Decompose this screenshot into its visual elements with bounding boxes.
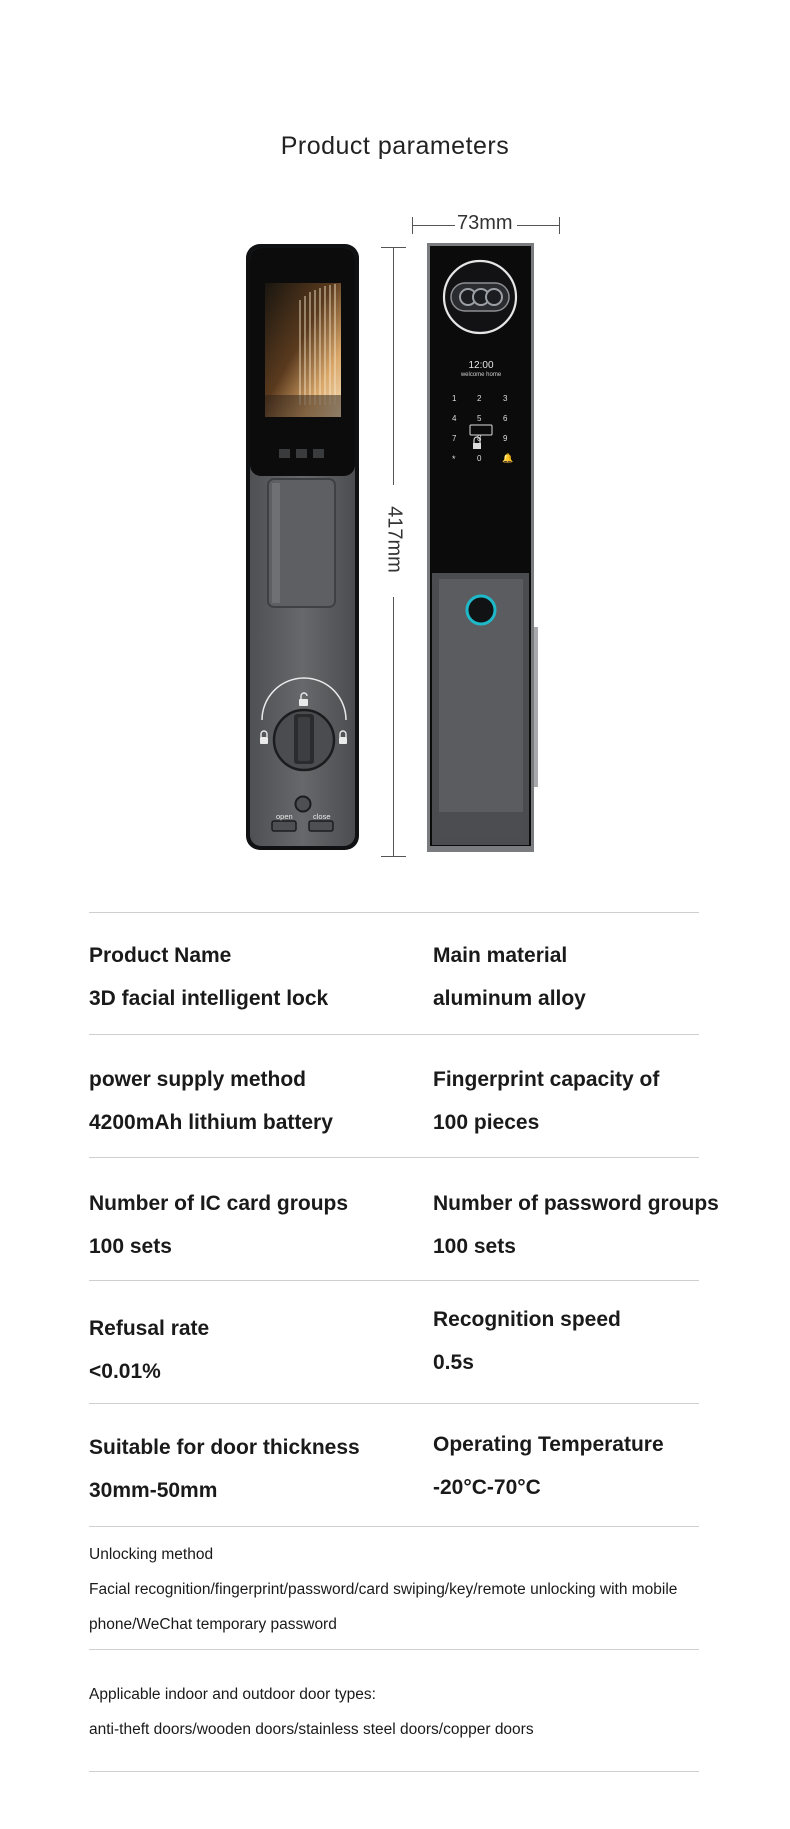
height-dimension-label: 417mm [383,506,406,573]
spec-refusal-label: Refusal rate [89,1317,210,1340]
divider [89,1771,699,1772]
divider [89,1034,699,1035]
key-1[interactable]: 1 [452,394,457,403]
spec-material-value: aluminum alloy [433,987,586,1010]
close-label: close [313,812,331,821]
key-0[interactable]: 0 [477,454,482,463]
spec-password-value: 100 sets [433,1235,516,1258]
unlocking-method-line-1: Facial recognition/fingerprint/password/card swiping/key/remote unlocking with mobile [89,1581,678,1598]
key-9[interactable]: 9 [503,434,508,443]
key-7[interactable]: 7 [452,434,457,443]
divider [89,912,699,913]
spec-ic-card-value: 100 sets [89,1235,172,1258]
spec-fingerprint-value: 100 pieces [433,1111,540,1134]
spec-temperature-label: Operating Temperature [433,1433,664,1456]
spec-speed-label: Recognition speed [433,1308,621,1331]
spec-product-name-value: 3D facial intelligent lock [89,987,329,1010]
lock-time: 12:00 [468,360,494,371]
bell-icon[interactable]: 🔔 [502,453,514,463]
lock-side-view [246,244,359,850]
spec-ic-card-label: Number of IC card groups [89,1192,349,1215]
key-8[interactable]: 8 [477,434,482,443]
divider [89,1280,699,1281]
lock-front-view [427,243,538,852]
key-6[interactable]: 6 [503,414,508,423]
unlocking-method-line-2: phone/WeChat temporary password [89,1616,337,1633]
spec-speed-value: 0.5s [433,1351,474,1374]
divider [89,1649,699,1650]
divider [89,1403,699,1404]
key-star[interactable]: * [452,454,456,464]
spec-power-value: 4200mAh lithium battery [89,1111,333,1134]
spec-door-thickness-value: 30mm-50mm [89,1479,218,1502]
spec-material-label: Main material [433,944,568,967]
page-title: Product parameters [280,132,510,160]
spec-product-name-label: Product Name [89,944,232,967]
lock-greeting: welcome home [460,372,502,378]
keypad [452,394,512,464]
lock-drawing [0,0,790,880]
key-5[interactable]: 5 [477,414,482,423]
spec-refusal-value: <0.01% [89,1360,161,1383]
spec-fingerprint-label: Fingerprint capacity of [433,1068,660,1091]
unlocking-method-label: Unlocking method [89,1546,214,1563]
divider [89,1526,699,1527]
open-label: open [276,812,293,821]
spec-door-thickness-label: Suitable for door thickness [89,1436,360,1459]
door-types-value: anti-theft doors/wooden doors/stainless steel doors/copper doors [89,1721,534,1738]
key-2[interactable]: 2 [477,394,482,403]
divider [89,1157,699,1158]
key-3[interactable]: 3 [503,394,508,403]
key-4[interactable]: 4 [452,414,457,423]
spec-password-label: Number of password groups [433,1192,719,1215]
width-dimension-label: 73mm [457,212,513,234]
door-types-label: Applicable indoor and outdoor door types: [89,1686,376,1703]
spec-power-label: power supply method [89,1068,307,1091]
product-illustration [0,0,790,880]
spec-temperature-value: -20°C-70°C [433,1476,541,1499]
